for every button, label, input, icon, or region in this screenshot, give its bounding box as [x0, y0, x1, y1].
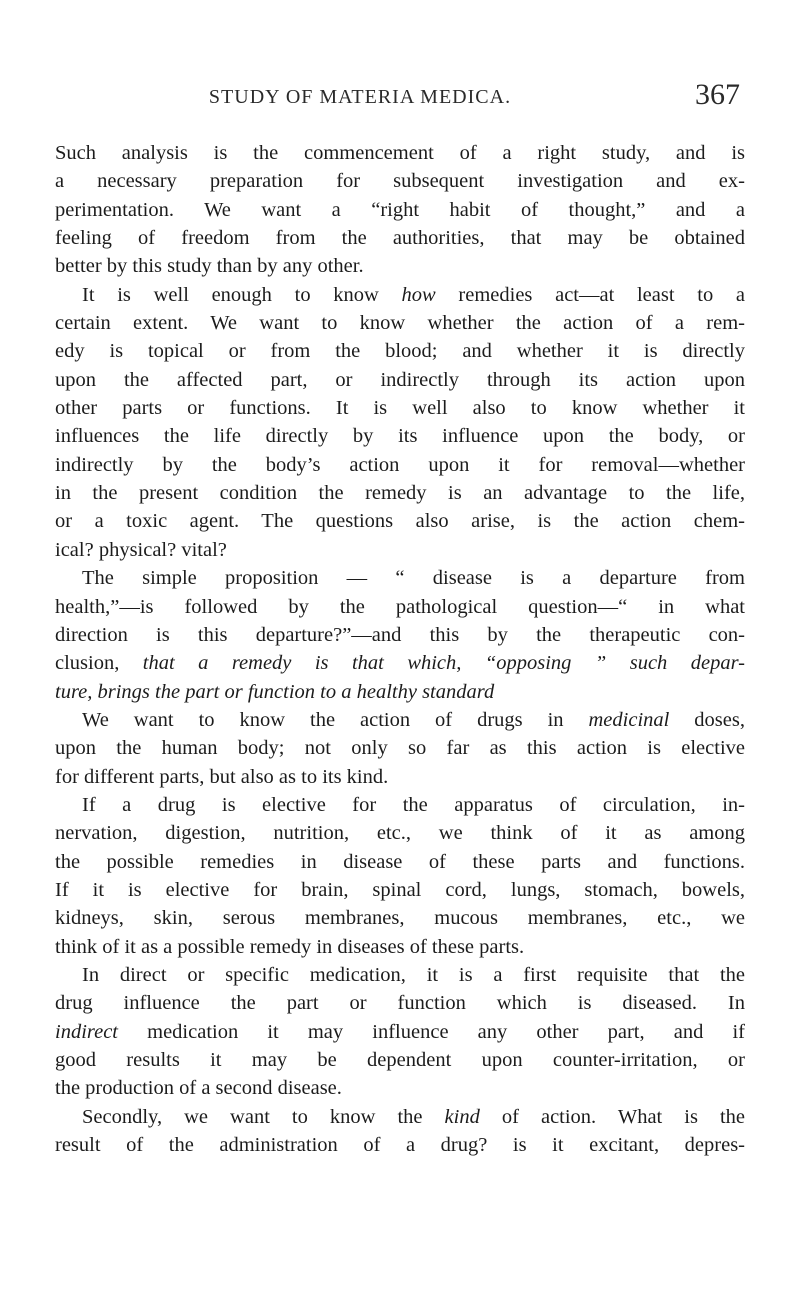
- text-line: [55, 252, 745, 280]
- text-run: of action. What is the: [479, 1105, 745, 1128]
- italic-text: medicinal: [588, 708, 670, 731]
- text-run: nervation, digestion, nutrition, etc., we think of it as among: [55, 822, 745, 845]
- text-run: drug influence the part or function which is diseased. In: [55, 992, 745, 1015]
- text-run: edy is topical or from the blood; and whether it is directly: [55, 340, 745, 363]
- italic-text: that a remedy is that which, “opposing ” such depar-: [142, 652, 745, 675]
- text-line: [55, 366, 745, 394]
- text-run: Secondly, we want to know the: [82, 1105, 445, 1128]
- text-run: indirectly by the body’s action upon it for removal—whether: [55, 453, 745, 476]
- text-line: [55, 139, 745, 167]
- text-run: other parts or functions. It is well also to know whether it: [55, 397, 745, 420]
- text-line: [55, 734, 745, 762]
- text-run: health,”—is followed by the pathological question—“ in what: [55, 595, 745, 618]
- text-line: [55, 1103, 745, 1131]
- text-line: [55, 337, 745, 365]
- text-line: [55, 593, 745, 621]
- text-run: better by this study than by any other.: [55, 255, 364, 278]
- text-run: remedies act—at least to a: [435, 283, 745, 306]
- text-line: [55, 904, 745, 932]
- text-line: [55, 706, 745, 734]
- text-line: [55, 507, 745, 535]
- text-run: upon the human body; not only so far as this action is elective: [55, 737, 745, 760]
- text-line: [55, 1074, 745, 1102]
- text-run: clusion,: [55, 652, 143, 675]
- text-run: We want to know the action of drugs in: [82, 708, 589, 731]
- text-line: [55, 422, 745, 450]
- text-run: In direct or specific medication, it is a first requisite that the: [82, 963, 745, 986]
- italic-text: kind: [444, 1105, 480, 1128]
- text-line: [55, 649, 745, 677]
- text-run: direction is this departure?”—and this by the therapeutic con-: [55, 623, 745, 646]
- text-run: feeling of freedom from the authorities, that may be obtained: [55, 227, 745, 250]
- text-run: a necessary preparation for subsequent investigation and ex-: [55, 170, 745, 193]
- text-line: [55, 451, 745, 479]
- italic-text: how: [401, 283, 436, 306]
- text-line: [55, 819, 745, 847]
- text-line: [55, 621, 745, 649]
- text-run: the possible remedies in disease of these parts and functions.: [55, 850, 745, 873]
- text-run: upon the affected part, or indirectly through its action upon: [55, 368, 745, 391]
- text-line: [55, 196, 745, 224]
- text-run: certain extent. We want to know whether the action of a rem-: [55, 312, 745, 335]
- text-line: [55, 479, 745, 507]
- page-number: 367: [695, 78, 740, 111]
- text-run: perimentation. We want a “right habit of thought,” and a: [55, 198, 745, 221]
- text-line: [55, 281, 745, 309]
- text-line: [55, 564, 745, 592]
- text-line: [55, 791, 745, 819]
- text-run: good results it may be dependent upon counter-irritation, or: [55, 1049, 745, 1071]
- text-line: [55, 394, 745, 422]
- italic-text: indirect: [55, 1020, 119, 1043]
- text-run: If a drug is elective for the apparatus of circulation, in-: [82, 793, 745, 816]
- text-line: [55, 848, 745, 876]
- text-line: [55, 1131, 745, 1159]
- text-line: [55, 167, 745, 195]
- running-head: [55, 78, 740, 124]
- text-run: influences the life directly by its influence upon the body, or: [55, 425, 745, 448]
- text-line: [55, 876, 745, 904]
- text-run: doses,: [669, 708, 745, 731]
- text-line: [55, 763, 745, 791]
- text-line: [55, 933, 745, 961]
- text-line: [55, 1018, 745, 1046]
- text-run: medication it may influence any other part, and if: [118, 1020, 745, 1043]
- text-line: [55, 224, 745, 252]
- text-run: The simple proposition — “ disease is a departure from: [82, 567, 745, 590]
- text-run: for different parts, but also as to its kind.: [55, 765, 389, 788]
- text-run: or a toxic agent. The questions also arise, is the action chem-: [55, 510, 745, 533]
- text-run: kidneys, skin, serous membranes, mucous membranes, etc., we: [55, 907, 745, 930]
- text-line: [55, 1046, 745, 1074]
- text-line: [55, 961, 745, 989]
- text-run: think of it as a possible remedy in diseases of these parts.: [55, 935, 525, 958]
- text-run: Such analysis is the commencement of a right study, and is: [55, 142, 745, 164]
- text-line: [55, 309, 745, 337]
- text-run: ical? physical? vital?: [55, 538, 227, 561]
- text-line: [55, 536, 745, 564]
- text-run: If it is elective for brain, spinal cord, lungs, stomach, bowels,: [55, 878, 745, 901]
- text-run: result of the administration of a drug? is it excitant, depres-: [55, 1134, 745, 1157]
- italic-text: ture, brings the part or function to a healthy standard: [55, 680, 495, 703]
- running-title: STUDY OF MATERIA MEDICA.: [208, 86, 512, 108]
- text-run: It is well enough to know: [82, 283, 402, 306]
- text-run: in the present condition the remedy is an advantage to the life,: [55, 482, 745, 505]
- body-text: [55, 139, 745, 1159]
- text-line: [55, 989, 745, 1017]
- text-line: [55, 678, 745, 706]
- text-run: the production of a second disease.: [55, 1077, 342, 1100]
